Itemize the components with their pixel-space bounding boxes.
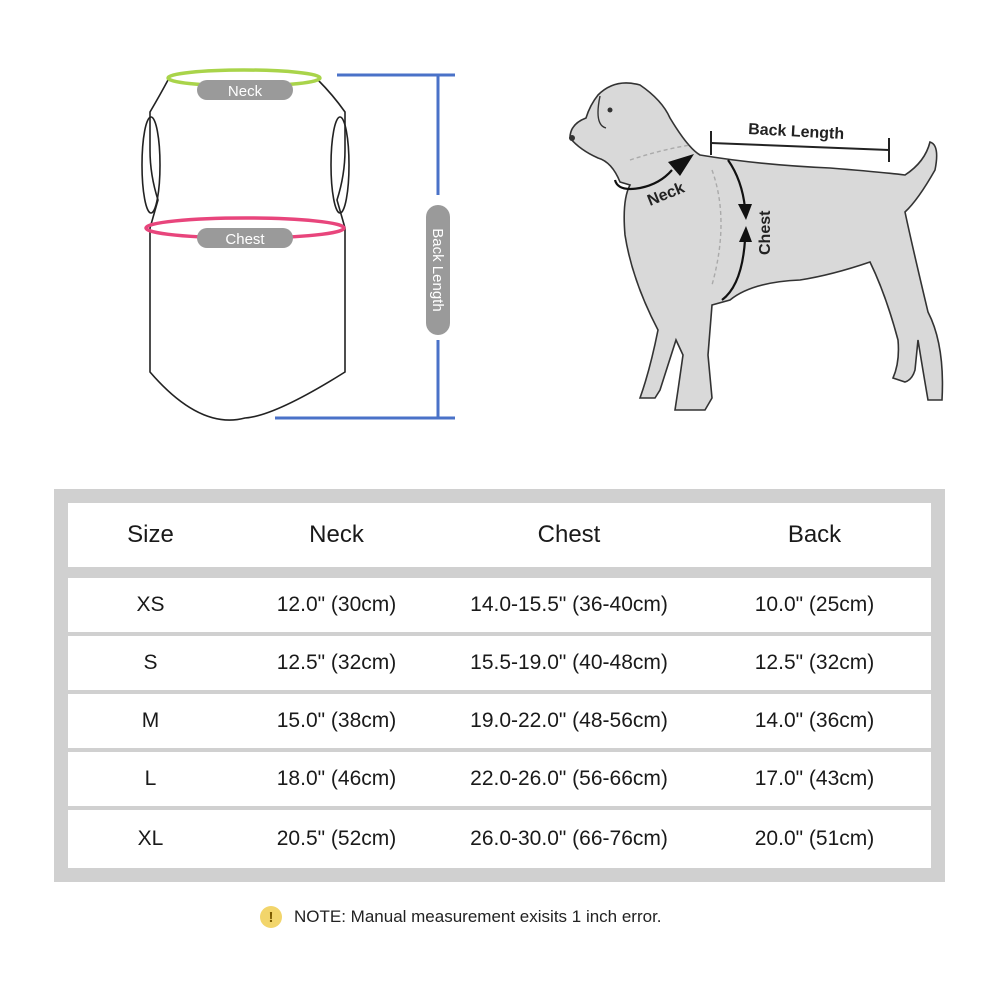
table-row bbox=[68, 636, 931, 690]
back-cell: 12.5" (32cm) bbox=[754, 651, 875, 674]
size-cell: XS bbox=[136, 593, 165, 616]
chest-cell: 22.0-26.0" (56-66cm) bbox=[470, 767, 668, 790]
chest-cell: 14.0-15.5" (36-40cm) bbox=[470, 593, 668, 616]
table-row bbox=[68, 694, 931, 748]
dog-back-length-label: Back Length bbox=[747, 121, 845, 144]
shirt-back-length-label: Back Length bbox=[429, 228, 446, 312]
header-size: Size bbox=[127, 521, 174, 548]
neck-cell: 20.5" (52cm) bbox=[276, 827, 397, 850]
size-chart-table bbox=[54, 489, 945, 882]
table-header-row bbox=[68, 503, 931, 567]
dog-eye bbox=[608, 108, 613, 113]
header-neck: Neck bbox=[309, 521, 364, 548]
size-cell: L bbox=[144, 767, 157, 790]
shirt-chest-label: Chest bbox=[225, 231, 265, 248]
diagram-svg bbox=[0, 0, 1000, 460]
measurement-diagram bbox=[0, 0, 1000, 460]
warning-icon: ! bbox=[260, 906, 282, 928]
neck-cell: 15.0" (38cm) bbox=[276, 709, 397, 732]
dog-nose bbox=[569, 135, 575, 141]
neck-cell: 18.0" (46cm) bbox=[276, 767, 397, 790]
shirt-body bbox=[150, 80, 345, 420]
chest-cell: 15.5-19.0" (40-48cm) bbox=[470, 651, 668, 674]
neck-cell: 12.0" (30cm) bbox=[276, 593, 397, 616]
neck-cell: 12.5" (32cm) bbox=[276, 651, 397, 674]
dog-neck-label: Neck bbox=[645, 179, 687, 210]
back-cell: 10.0" (25cm) bbox=[754, 593, 875, 616]
shirt-neck-label: Neck bbox=[227, 83, 263, 100]
dog-chest-label: Chest bbox=[757, 210, 774, 255]
size-cell: M bbox=[141, 709, 160, 732]
size-cell: XL bbox=[137, 827, 164, 850]
header-chest: Chest bbox=[537, 521, 601, 548]
table-row bbox=[68, 810, 931, 868]
back-cell: 17.0" (43cm) bbox=[754, 767, 875, 790]
note-text: NOTE: Manual measurement exisits 1 inch error. bbox=[294, 907, 662, 926]
back-cell: 20.0" (51cm) bbox=[754, 827, 875, 850]
table-row bbox=[68, 752, 931, 806]
shirt-illustration bbox=[142, 80, 349, 420]
chest-cell: 19.0-22.0" (48-56cm) bbox=[470, 709, 668, 732]
table-row bbox=[68, 578, 931, 632]
back-cell: 14.0" (36cm) bbox=[754, 709, 875, 732]
header-back: Back bbox=[787, 521, 842, 548]
chest-cell: 26.0-30.0" (66-76cm) bbox=[470, 827, 668, 850]
size-cell: S bbox=[143, 651, 158, 674]
measurement-note bbox=[260, 906, 662, 928]
shirt-right-sleeve bbox=[331, 117, 349, 213]
